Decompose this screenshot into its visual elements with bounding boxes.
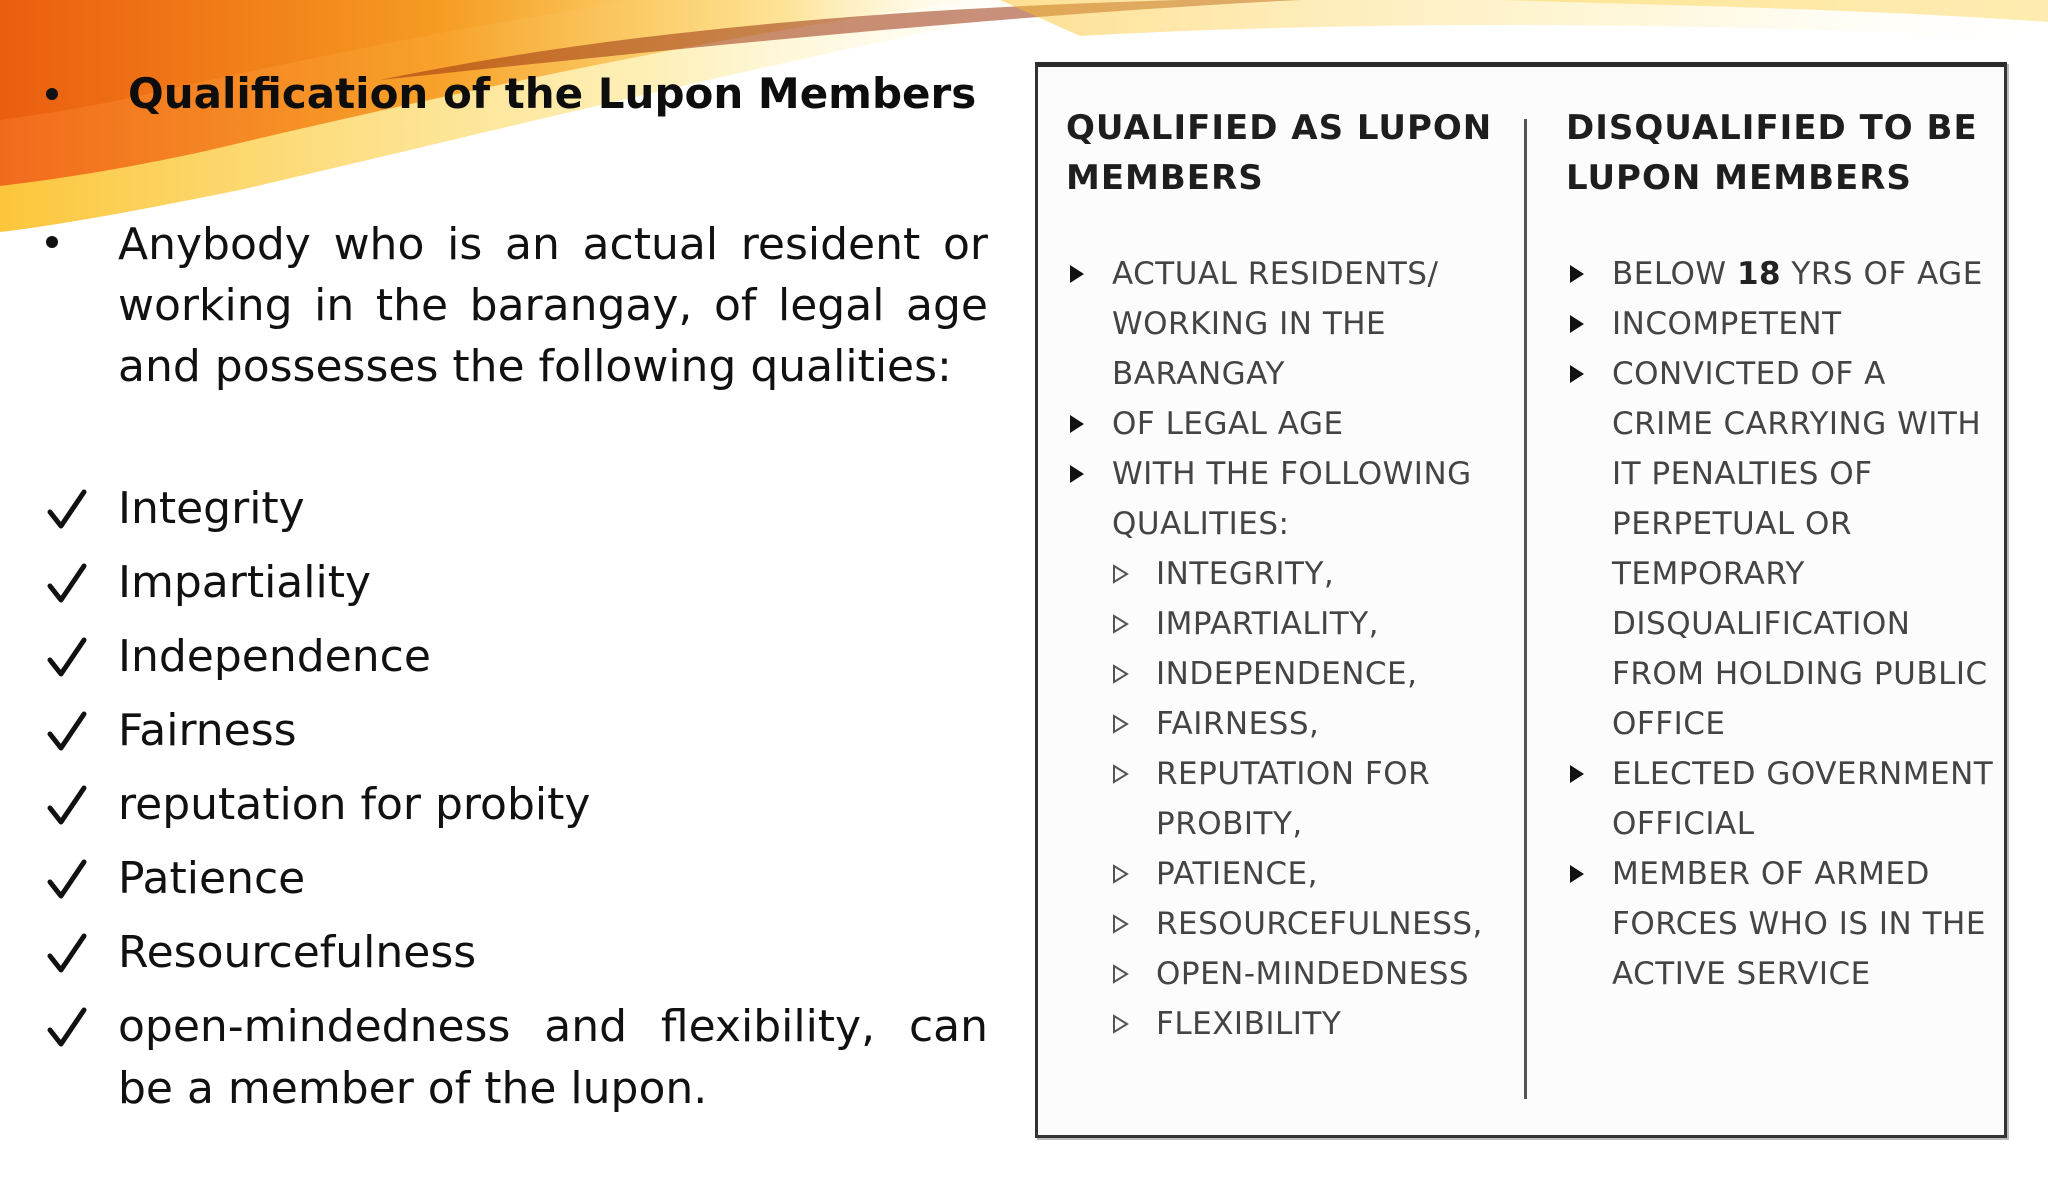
qualification-table-panel — [1035, 62, 2007, 1138]
list-item — [1566, 849, 1996, 999]
sub-list-item — [1066, 699, 1496, 749]
checklist-item — [46, 922, 996, 984]
hollow-triangle-bullet-icon — [1110, 599, 1156, 649]
hollow-triangle-bullet-icon — [1110, 749, 1156, 799]
checkmark-icon — [46, 626, 90, 688]
age-prefix: BELOW — [1612, 256, 1737, 292]
qualified-column — [1066, 103, 1496, 1049]
sub-list-item — [1066, 649, 1496, 699]
qualities-checklist — [46, 478, 996, 1132]
checklist-item — [46, 774, 996, 836]
hollow-triangle-bullet-icon — [1110, 999, 1156, 1049]
age-suffix: YRS OF AGE — [1781, 256, 1983, 292]
sub-list-item-label: OPEN-MINDEDNESS — [1156, 956, 1470, 992]
sub-list-item — [1066, 849, 1496, 899]
list-item-label — [1612, 249, 1996, 299]
sub-list-item — [1066, 749, 1496, 849]
intro-paragraph: Anybody who is an actual resident or working in the barangay, of legal age and possesses the following qualities: — [118, 219, 988, 392]
list-item — [1066, 249, 1496, 399]
sub-list-item-label: FLEXIBILITY — [1156, 1006, 1342, 1042]
age-number: 18 — [1736, 256, 1782, 292]
sub-list-item-label: FAIRNESS, — [1156, 706, 1320, 742]
checkmark-icon — [46, 552, 90, 614]
solid-triangle-bullet-icon — [1566, 749, 1612, 799]
checklist-item — [46, 626, 996, 688]
hollow-triangle-bullet-icon — [1110, 949, 1156, 999]
disqualified-list — [1566, 249, 1996, 999]
checklist-item-label: Independence — [118, 631, 431, 682]
sub-list-item — [1066, 599, 1496, 649]
sub-list-item-label: RESOURCEFULNESS, — [1156, 906, 1483, 942]
solid-triangle-bullet-icon — [1566, 349, 1612, 399]
checklist-item-label: Impartiality — [118, 557, 371, 608]
list-item-label: CONVICTED OF A CRIME CARRYING WITH IT PENALTIES OF PERPETUAL OR TEMPORARY DISQUALIFICATION FROM HOLDING PUBLIC OFFICE — [1612, 356, 1988, 742]
checklist-item-label: Resourcefulness — [118, 927, 477, 978]
disqualified-column — [1566, 103, 1996, 999]
checkmark-icon — [46, 478, 90, 540]
bullet-dot-icon — [46, 236, 58, 248]
checklist-item — [46, 848, 996, 910]
list-item-label: ACTUAL RESIDENTS/ WORKING IN THE BARANGAY — [1112, 256, 1439, 392]
sub-list-item-label: IMPARTIALITY, — [1156, 606, 1380, 642]
sub-list-item-label: INTEGRITY, — [1156, 556, 1335, 592]
left-content — [0, 0, 1010, 1202]
list-item — [1066, 449, 1496, 549]
checkmark-icon — [46, 774, 90, 836]
hollow-triangle-bullet-icon — [1110, 699, 1156, 749]
solid-triangle-bullet-icon — [1066, 449, 1112, 499]
list-item-label: INCOMPETENT — [1612, 306, 1842, 342]
sub-list-item — [1066, 899, 1496, 949]
bullet-dot-icon — [46, 88, 58, 100]
checkmark-icon — [46, 848, 90, 910]
list-item-label: ELECTED GOVERNMENT OFFICIAL — [1612, 756, 1994, 842]
sub-list-item — [1066, 949, 1496, 999]
checklist-item — [46, 996, 996, 1120]
qualified-list — [1066, 249, 1496, 1049]
list-item-label: WITH THE FOLLOWING QUALITIES: — [1112, 456, 1472, 542]
hollow-triangle-bullet-icon — [1110, 849, 1156, 899]
hollow-triangle-bullet-icon — [1110, 549, 1156, 599]
list-item — [1566, 349, 1996, 749]
sub-list-item-label: REPUTATION FOR PROBITY, — [1156, 756, 1431, 842]
qualified-heading: QUALIFIED AS LUPON MEMBERS — [1066, 108, 1493, 198]
solid-triangle-bullet-icon — [1066, 399, 1112, 449]
sub-list-item — [1066, 549, 1496, 599]
list-item-label: OF LEGAL AGE — [1112, 406, 1344, 442]
hollow-triangle-bullet-icon — [1110, 899, 1156, 949]
sub-list-item-label: INDEPENDENCE, — [1156, 656, 1418, 692]
checklist-item-label: Integrity — [118, 483, 305, 534]
sub-list-item — [1066, 999, 1496, 1049]
list-item — [1566, 299, 1996, 349]
list-item — [1066, 399, 1496, 449]
solid-triangle-bullet-icon — [1566, 849, 1612, 899]
checkmark-icon — [46, 996, 90, 1058]
solid-triangle-bullet-icon — [1566, 299, 1612, 349]
checklist-item — [46, 700, 996, 762]
intro-bullet-row — [46, 214, 996, 397]
checklist-item — [46, 478, 996, 540]
solid-triangle-bullet-icon — [1066, 249, 1112, 299]
slide-heading: Qualification of the Lupon Members — [128, 69, 977, 118]
checklist-item-label: Patience — [118, 853, 306, 904]
heading-bullet-row — [46, 68, 976, 120]
checklist-item-label: open-mindedness and flexibility, can be a member of the lupon. — [118, 1001, 988, 1114]
solid-triangle-bullet-icon — [1566, 249, 1612, 299]
column-divider — [1524, 119, 1527, 1099]
sub-list-item-label: PATIENCE, — [1156, 856, 1318, 892]
checklist-item-label: reputation for probity — [118, 779, 591, 830]
checkmark-icon — [46, 700, 90, 762]
disqualified-heading: DISQUALIFIED TO BE LUPON MEMBERS — [1566, 108, 1978, 198]
list-item — [1566, 249, 1996, 299]
checklist-item — [46, 552, 996, 614]
list-item — [1566, 749, 1996, 849]
list-item-label: MEMBER OF ARMED FORCES WHO IS IN THE ACTIVE SERVICE — [1612, 856, 1986, 992]
hollow-triangle-bullet-icon — [1110, 649, 1156, 699]
checkmark-icon — [46, 922, 90, 984]
checklist-item-label: Fairness — [118, 705, 297, 756]
